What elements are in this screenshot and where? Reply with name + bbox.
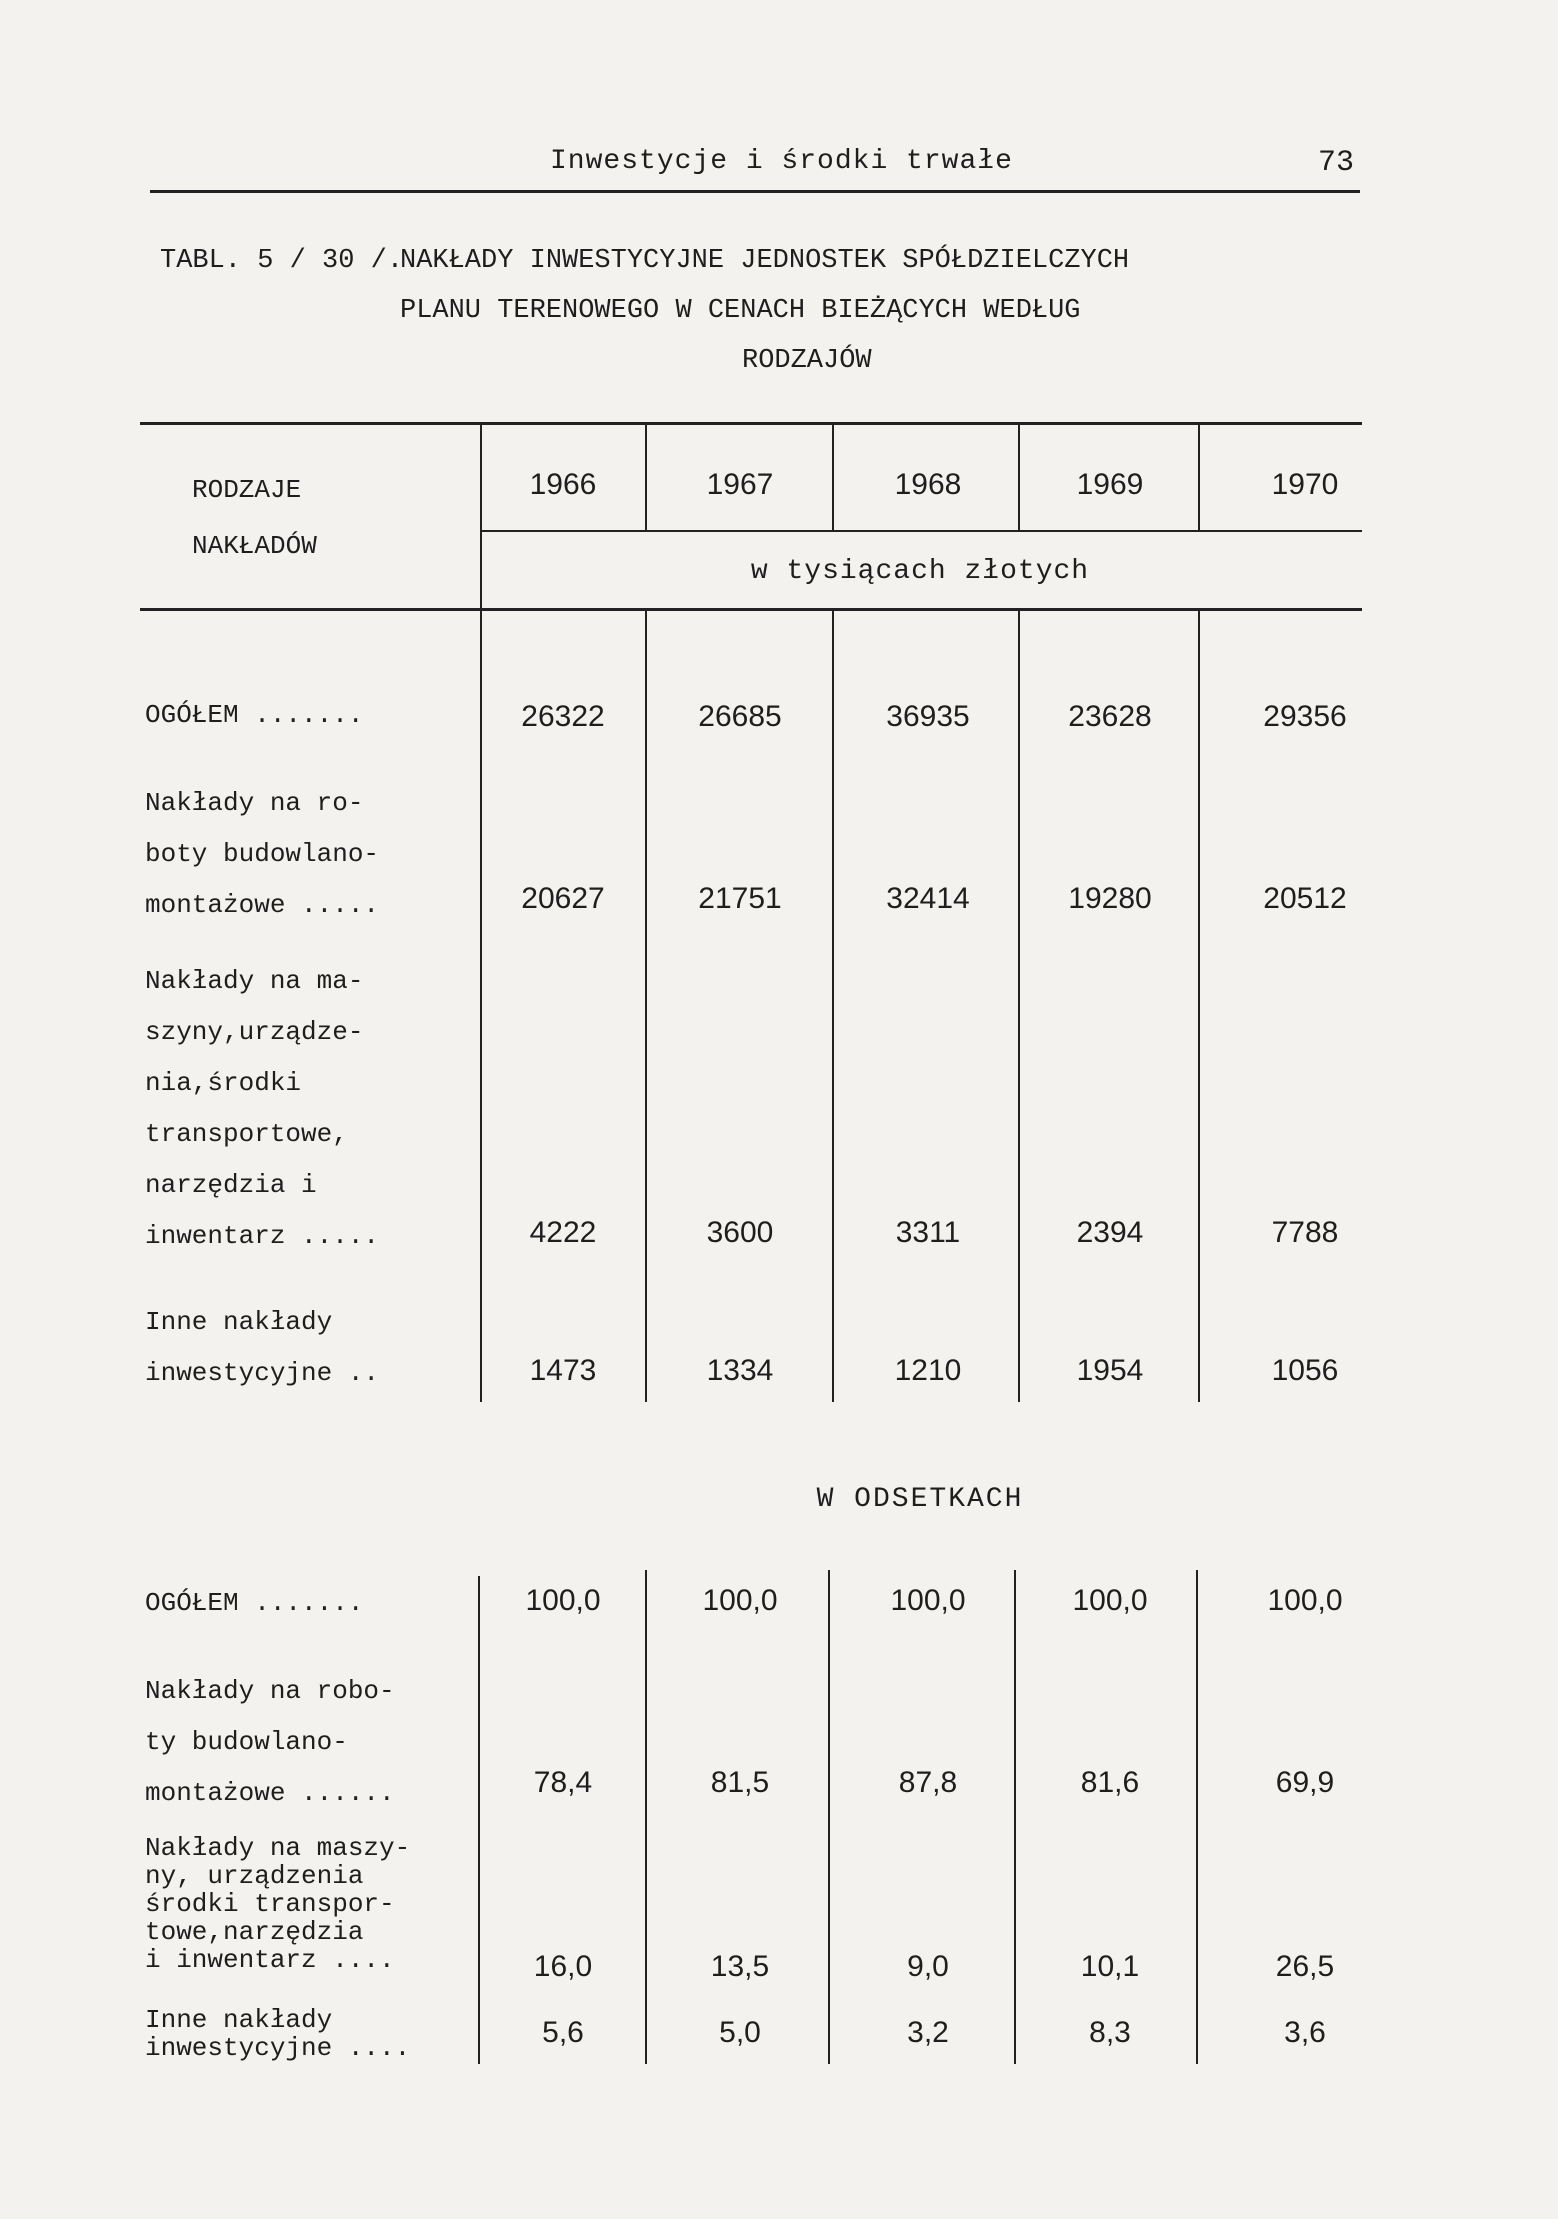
value-cell: 2394 (1076, 1216, 1144, 1249)
value-cell: 1473 (529, 1354, 597, 1387)
pct-cell: 69,9 (1275, 1766, 1335, 1799)
section-title-percent: W ODSETKACH (816, 1484, 1024, 1515)
table-title-line: NAKŁADY INWESTYCYJNE JEDNOSTEK SPÓŁDZIELCZYCH (400, 246, 1130, 276)
row-label-other-pct: Inne nakłady inwestycyjne .... (145, 2005, 411, 2063)
pct-cell: 100,0 (890, 1584, 966, 1617)
value-cell: 26685 (698, 700, 782, 733)
value-cell: 20512 (1263, 882, 1347, 915)
row-header-line: NAKŁADÓW (192, 531, 317, 561)
running-head (150, 140, 1360, 193)
unit-label: w tysiącach złotych (750, 556, 1090, 587)
pct-col-divider (1014, 1570, 1016, 2064)
year-1969: 1969 (1076, 468, 1144, 501)
pct-cell: 81,6 (1080, 1766, 1140, 1799)
pct-cell: 100,0 (525, 1584, 601, 1617)
pct-cell: 26,5 (1275, 1950, 1335, 1983)
pct-cell: 13,5 (710, 1950, 770, 1983)
pct-cell: 9,0 (907, 1950, 949, 1983)
row-label-construction-pct: Nakłady na robo- ty budowlano- montażowe ...... (145, 1676, 395, 1808)
body-col-divider (832, 610, 834, 1402)
value-cell: 19280 (1068, 882, 1152, 915)
header-bottom-rule (140, 608, 1362, 611)
pct-col-divider (1196, 1570, 1198, 2064)
header-col-divider (832, 424, 834, 532)
value-cell: 1334 (706, 1354, 774, 1387)
pct-col-divider (478, 1576, 480, 2064)
value-cell: 1056 (1271, 1354, 1339, 1387)
value-cell: 4222 (529, 1216, 597, 1249)
value-cell: 32414 (886, 882, 970, 915)
value-cell: 3600 (706, 1216, 774, 1249)
pct-cell: 100,0 (1072, 1584, 1148, 1617)
value-cell: 21751 (698, 882, 782, 915)
pct-cell: 10,1 (1080, 1950, 1140, 1983)
pct-cell: 3,6 (1284, 2016, 1326, 2049)
row-label-total-pct: OGÓŁEM ....... (145, 1588, 364, 1618)
row-label-construction: Nakłady na ro- boty budowlano- montażowe ..... (145, 788, 380, 920)
year-1966: 1966 (529, 468, 597, 501)
row-label-machinery-pct: Nakłady na maszy- ny, urządzenia środki transpor- towe,narzędzia i inwentarz .... (145, 1833, 411, 1975)
value-cell: 29356 (1263, 700, 1347, 733)
pct-cell: 87,8 (898, 1766, 958, 1799)
value-cell: 20627 (521, 882, 605, 915)
value-cell: 7788 (1271, 1216, 1339, 1249)
table-label: TABL. 5 / 30 /. (160, 246, 404, 276)
value-cell: 36935 (886, 700, 970, 733)
table-title-line: PLANU TERENOWEGO W CENACH BIEŻĄCYCH WEDŁUG (400, 296, 1081, 326)
value-cell: 1954 (1076, 1354, 1144, 1387)
row-header-line: RODZAJE (192, 475, 302, 505)
year-rule (482, 530, 1362, 532)
year-1968: 1968 (894, 468, 962, 501)
row-label-other: Inne nakłady inwestycyjne .. (145, 1307, 380, 1388)
row-header (150, 462, 512, 574)
page-number: 73 (1317, 146, 1354, 180)
value-cell: 1210 (894, 1354, 962, 1387)
pct-cell: 78,4 (533, 1766, 593, 1799)
pct-cell: 5,0 (719, 2016, 761, 2049)
table-top-rule (140, 422, 1362, 425)
pct-cell: 16,0 (533, 1950, 593, 1983)
value-cell: 26322 (521, 700, 605, 733)
pct-cell: 100,0 (702, 1584, 778, 1617)
pct-col-divider (828, 1570, 830, 2064)
year-1967: 1967 (706, 468, 774, 501)
row-label-total: OGÓŁEM ....... (145, 700, 364, 730)
value-cell: 3311 (895, 1216, 961, 1249)
year-1970: 1970 (1271, 468, 1339, 501)
table-title (400, 236, 1380, 386)
value-cell: 23628 (1068, 700, 1152, 733)
row-label-machinery: Nakłady na ma- szyny,urządze- nia,środki transportowe, narzędzia i inwentarz ..... (145, 966, 380, 1251)
pct-cell: 3,2 (907, 2016, 949, 2049)
pct-cell: 81,5 (710, 1766, 770, 1799)
pct-cell: 100,0 (1267, 1584, 1343, 1617)
pct-cell: 5,6 (542, 2016, 584, 2049)
table-title-line: RODZAJÓW (742, 346, 872, 376)
pct-col-divider (645, 1570, 647, 2064)
running-title: Inwestycje i środki trwałe (550, 146, 1013, 177)
pct-cell: 8,3 (1089, 2016, 1131, 2049)
